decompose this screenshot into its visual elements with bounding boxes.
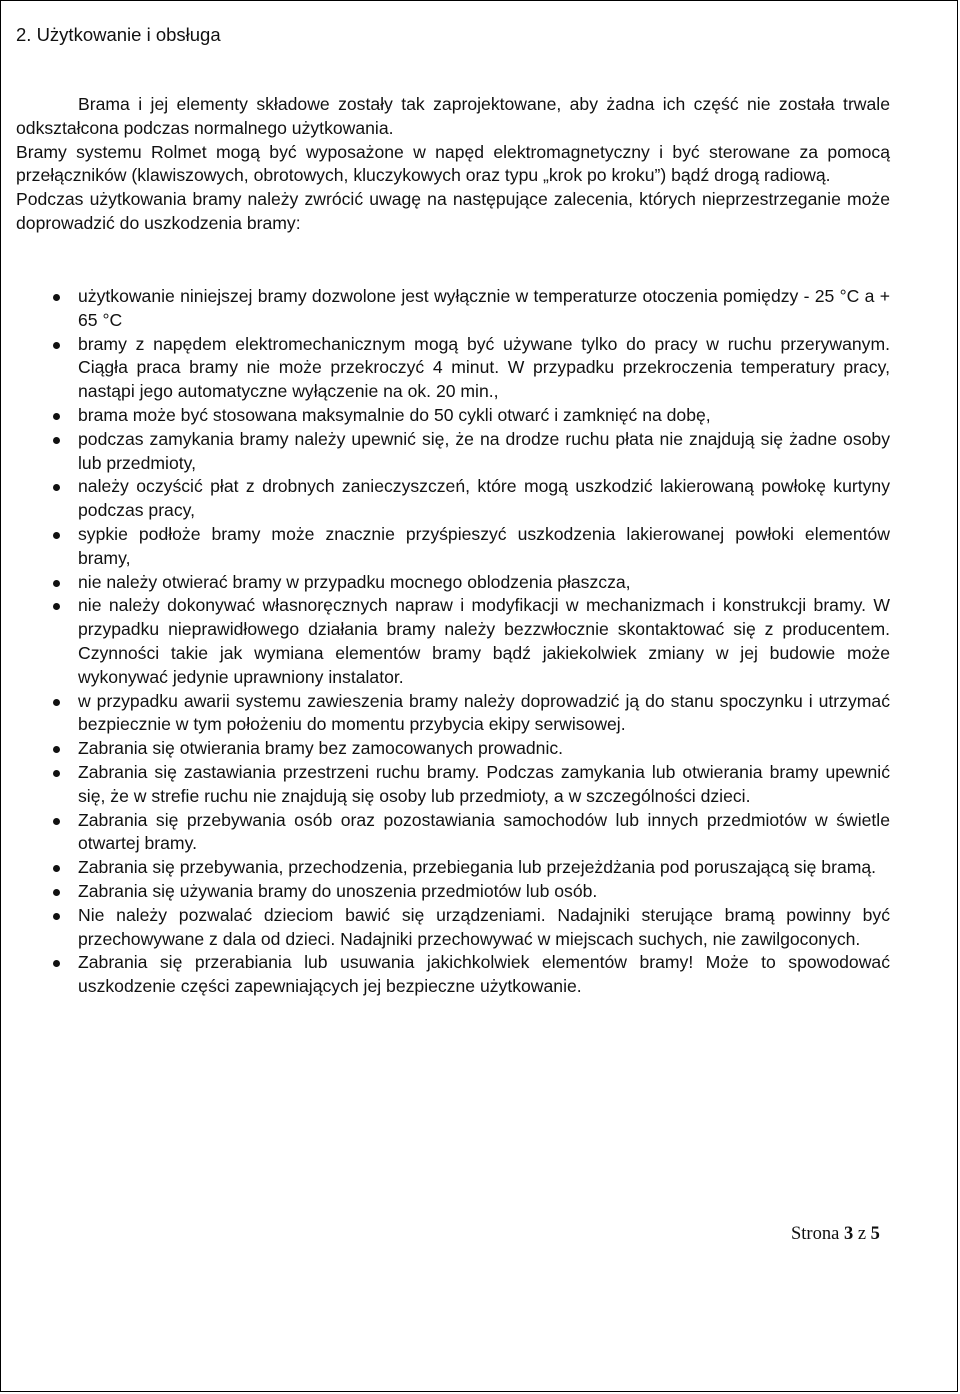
bullet-icon xyxy=(53,960,60,967)
bullet-icon xyxy=(53,889,60,896)
list-item-text: nie należy dokonywać własnoręcznych napraw i modyfikacji w mechanizmach i konstrukcji bramy. W przypadku nieprawidłowego działania bramy należy bezzwłocznie skontaktować się z producentem. Czynności takie jak wymiana elementów bramy bądź jakiekolwiek zmiany w jej budowie może wykonywać jedynie uprawniony instalator. xyxy=(78,595,890,687)
list-item-text: Zabrania się przerabiania lub usuwania jakichkolwiek elementów bramy! Może to spowodować uszkodzenie części zapewniających jej bezpieczne użytkowanie. xyxy=(78,952,890,997)
list-item xyxy=(16,428,890,476)
list-item-text: nie należy otwierać bramy w przypadku mocnego oblodzenia płaszcza, xyxy=(78,571,631,592)
total-pages: 5 xyxy=(870,1224,880,1244)
bullet-icon xyxy=(53,342,60,349)
bullet-icon xyxy=(53,746,60,753)
bullet-icon xyxy=(53,437,60,444)
list-item xyxy=(16,475,890,523)
current-page: 3 xyxy=(843,1224,854,1244)
paragraph: Podczas użytkowania bramy należy zwrócić uwagę na następujące zalecenia, których nieprzestrzeganie może doprowadzić do uszkodzenia bramy: xyxy=(16,189,890,233)
recommendation-list xyxy=(16,285,890,999)
list-item xyxy=(16,809,890,857)
intro-text xyxy=(16,93,890,236)
list-item-text: podczas zamykania bramy należy upewnić się, że na drodze ruchu płata nie znajdują się żadne osoby lub przedmioty, xyxy=(78,428,890,473)
list-item xyxy=(16,333,890,404)
list-item xyxy=(16,571,890,595)
list-item-text: brama może być stosowana maksymalnie do 50 cykli otwarć i zamknięć na dobę, xyxy=(78,404,711,425)
list-item xyxy=(16,594,890,689)
bullet-icon xyxy=(53,580,60,587)
page-number xyxy=(791,1222,880,1246)
bullet-icon xyxy=(53,913,60,920)
list-item-text: należy oczyścić płat z drobnych zanieczyszczeń, które mogą uszkodzić lakierowaną powłokę kurtyny podczas pracy, xyxy=(78,476,890,521)
list-item xyxy=(16,285,890,333)
list-item-text: sypkie podłoże bramy może znacznie przyśpieszyć uszkodzenia lakierowanej powłoki elementów bramy, xyxy=(78,523,890,568)
bullet-icon xyxy=(53,770,60,777)
list-item xyxy=(16,523,890,571)
page-number-label: Strona xyxy=(791,1224,840,1244)
page-number-separator: z xyxy=(857,1224,867,1244)
list-item xyxy=(16,690,890,738)
list-item xyxy=(16,856,890,880)
list-item xyxy=(16,904,890,952)
list-item xyxy=(16,404,890,428)
section-heading: 2. Użytkowanie i obsługa xyxy=(16,24,221,45)
bullet-icon xyxy=(53,818,60,825)
list-item-text: Nie należy pozwalać dzieciom bawić się urządzeniami. Nadajniki sterujące bramą powinny być przechowywane z dala od dzieci. Nadajniki przechowywać w miejscach suchych, nie zawilgoconych. xyxy=(78,904,890,949)
list-item xyxy=(16,737,890,761)
bullet-icon xyxy=(53,603,60,610)
list-item-text: w przypadku awarii systemu zawieszenia bramy należy doprowadzić ją do stanu spoczynku i utrzymać bezpiecznie w tym położeniu do momentu przybycia ekipy serwisowej. xyxy=(78,690,890,735)
list-item-text: Zabrania się przebywania osób oraz pozostawiania samochodów lub innych przedmiotów w świetle otwartej bramy. xyxy=(78,809,890,854)
list-item xyxy=(16,761,890,809)
bullet-icon xyxy=(53,484,60,491)
bullet-icon xyxy=(53,294,60,301)
paragraph: Bramy systemu Rolmet mogą być wyposażone w napęd elektromagnetyczny i być sterowane za pomocą przełączników (klawiszowych, obrotowych, kluczykowych oraz typu „krok po kroku”) bądź drogą radiową. xyxy=(16,141,890,186)
list-item xyxy=(16,880,890,904)
list-item-text: Zabrania się zastawiania przestrzeni ruchu bramy. Podczas zamykania lub otwierania bramy upewnić się, że w strefie ruchu nie znajdują się osoby lub przedmioty, a w szczególności dzieci. xyxy=(78,761,890,806)
bullet-icon xyxy=(53,699,60,706)
bullet-icon xyxy=(53,413,60,420)
paragraph: Brama i jej elementy składowe zostały tak zaprojektowane, aby żadna ich część nie została trwale odkształcona podczas normalnego użytkowania. xyxy=(16,94,890,138)
bullet-icon xyxy=(53,532,60,539)
bullet-icon xyxy=(53,865,60,872)
list-item-text: Zabrania się przebywania, przechodzenia, przebiegania lub przejeżdżania pod poruszającą się bramą. xyxy=(78,857,877,878)
list-item xyxy=(16,951,890,999)
list-item-text: Zabrania się używania bramy do unoszenia przedmiotów lub osób. xyxy=(78,880,598,901)
list-item-text: bramy z napędem elektromechanicznym mogą być używane tylko do pracy w ruchu przerywanym. Ciągła praca bramy nie może przekroczyć 4 minut. W przypadku przekroczenia temperatury pracy, nastąpi jego automatyczne wyłączenie na ok. 20 min., xyxy=(78,333,890,402)
list-item-text: użytkowanie niniejszej bramy dozwolone jest wyłącznie w temperaturze otoczenia pomiędzy - 25 °C a + 65 °C xyxy=(78,286,890,330)
list-item-text: Zabrania się otwierania bramy bez zamocowanych prowadnic. xyxy=(78,738,564,759)
